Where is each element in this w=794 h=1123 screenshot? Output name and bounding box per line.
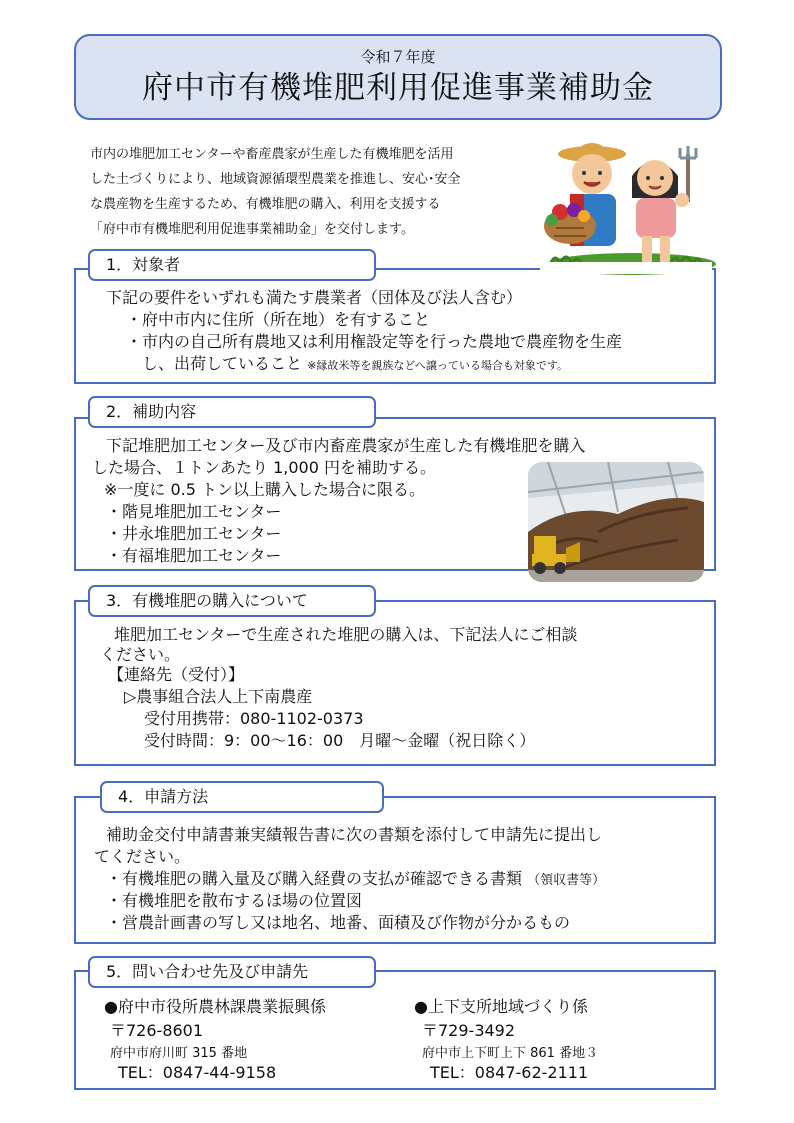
section-5-title: 5．問い合わせ先及び申請先	[88, 956, 376, 988]
contact-right-tel: TEL：0847-62-2111	[430, 1063, 589, 1082]
document-item: ・有機堆肥を散布するほ場の位置図	[106, 891, 363, 910]
contact-label: 【連絡先（受付）】	[108, 665, 245, 684]
purchase-line: ください。	[100, 645, 181, 664]
contact-hours: 受付時間：9：00～16：00 月曜～金曜（祝日除く）	[144, 731, 536, 750]
farmers-illustration-icon	[540, 140, 720, 276]
section-4-title: 4．申請方法	[100, 781, 384, 813]
section-2-title: 2．補助内容	[88, 396, 376, 428]
contact-left-zip: 〒726-8601	[110, 1021, 204, 1040]
intro-line: した土づくりにより、地域資源循環型農業を推進し、安心･安全	[90, 172, 461, 187]
intro-line: 市内の堆肥加工センターや畜産農家が生産した有機堆肥を活用	[90, 147, 454, 162]
intro-text	[90, 142, 540, 242]
eligibility-line: ・府中市内に住所（所在地）を有すること	[126, 310, 431, 329]
document-item: ・有機堆肥の購入量及び購入経費の支払が確認できる書類 （領収書等）	[106, 869, 606, 888]
application-line: 補助金交付申請書兼実績報告書に次の書類を添付して申請先に提出し	[106, 825, 603, 844]
contact-right-address: 府中市上下町上下 861 番地３	[422, 1046, 599, 1061]
purchase-line: 堆肥加工センターで生産された堆肥の購入は、下記法人にご相談	[114, 625, 578, 644]
contact-org: ▷農事組合法人上下南農産	[124, 687, 313, 706]
eligibility-line: 下記の要件をいずれも満たす農業者（団体及び法人含む）	[106, 288, 523, 307]
eligibility-line: し、出荷していること ※縁故米等を親族などへ譲っている場合も対象です。	[142, 354, 569, 373]
center-item: ・有福堆肥加工センター	[106, 546, 282, 565]
section-3-title: 3．有機堆肥の購入について	[88, 585, 376, 617]
contact-left-name: ●府中市役所農林課農業振興係	[104, 997, 326, 1016]
center-item: ・井永堆肥加工センター	[106, 524, 282, 543]
page-title: 府中市有機堆肥利用促進事業補助金	[142, 70, 654, 106]
subsidy-line: した場合、１トンあたり 1,000 円を補助する。	[92, 458, 436, 477]
contact-phone: 受付用携帯：080-1102-0373	[144, 709, 364, 728]
fiscal-year: 令和７年度	[360, 48, 436, 66]
center-item: ・階見堆肥加工センター	[106, 502, 282, 521]
subsidy-line: ※一度に 0.5 トン以上購入した場合に限る。	[104, 480, 426, 499]
contact-right-name: ●上下支所地域づくり係	[414, 997, 588, 1016]
intro-line: な農産物を生産するため、有機堆肥の購入、利用を支援する	[90, 197, 441, 212]
application-line: てください。	[94, 847, 191, 866]
contact-left-tel: TEL：0847-44-9158	[118, 1063, 277, 1082]
border-gap	[540, 262, 712, 274]
subsidy-line: 下記堆肥加工センター及び市内畜産農家が生産した有機堆肥を購入	[106, 436, 586, 455]
contact-right-zip: 〒729-3492	[422, 1021, 516, 1040]
document-note: （領収書等）	[527, 873, 606, 888]
compost-barn-illustration-icon	[528, 462, 704, 582]
contact-left-address: 府中市府川町 315 番地	[110, 1046, 248, 1061]
document-item: ・営農計画書の写し又は地名、地番、面積及び作物が分かるもの	[106, 913, 571, 932]
intro-line: 「府中市有機堆肥利用促進事業補助金」を交付します。	[90, 222, 414, 237]
eligibility-line: ・市内の自己所有農地又は利用権設定等を行った農地で農産物を生産	[126, 332, 623, 351]
section-1-title: 1．対象者	[88, 249, 376, 281]
eligibility-note: ※縁故米等を親族などへ譲っている場合も対象です。	[307, 359, 569, 372]
title-banner	[74, 34, 722, 120]
